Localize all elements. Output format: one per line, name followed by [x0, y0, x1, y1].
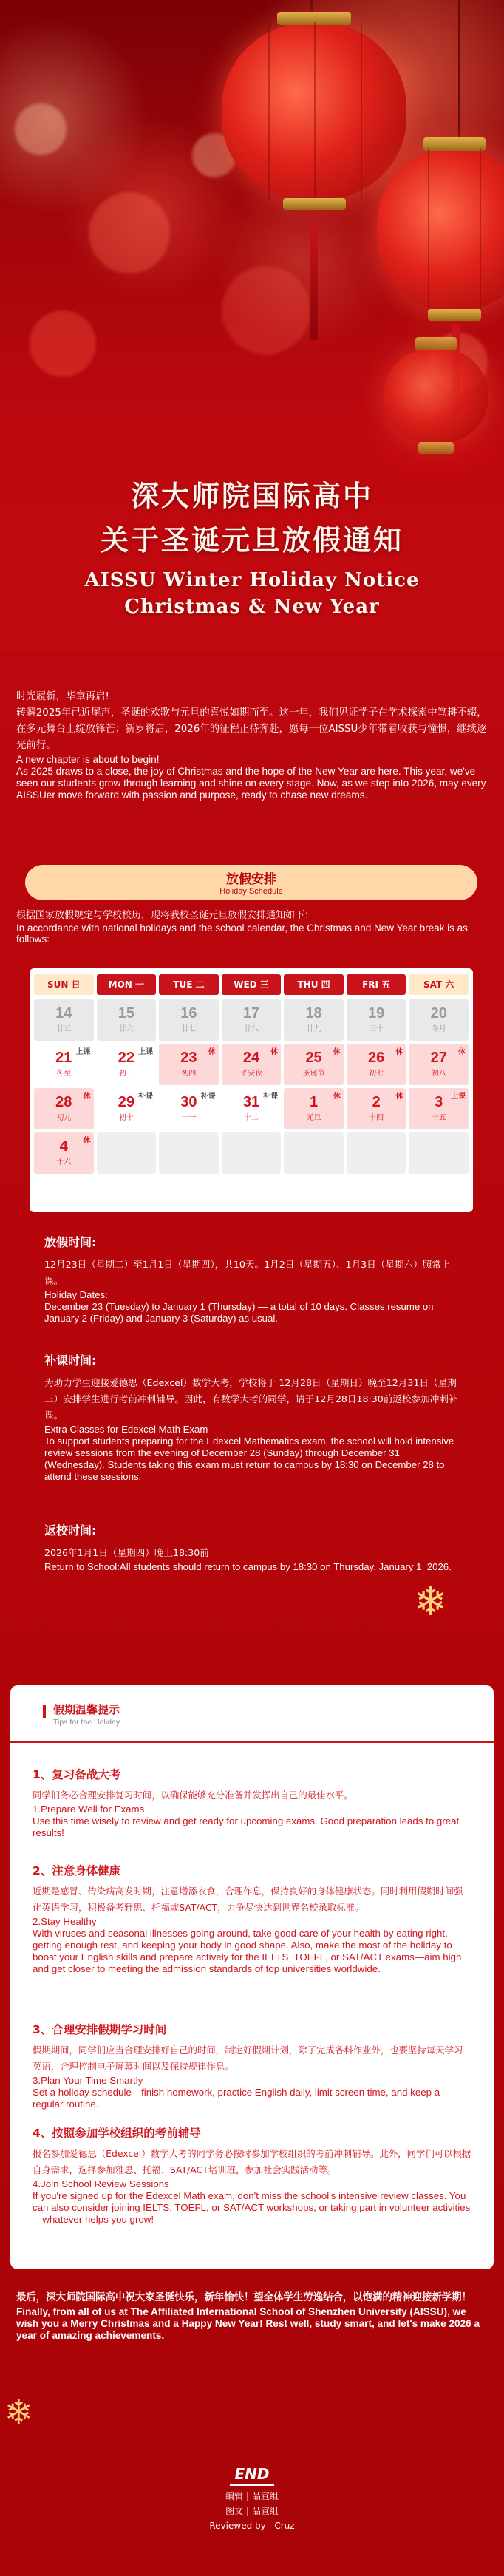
title-cn-line-1: 深大师院国际高中 [130, 479, 373, 512]
calendar-day-cell [97, 999, 157, 1041]
calendar-day-cell [159, 999, 219, 1041]
lunar-date: 初八 [431, 1070, 446, 1078]
calendar-day-cell [34, 1088, 94, 1129]
day-number: 29 [118, 1094, 134, 1110]
intro-en-paragraph: As 2025 draws to a close, the joy of Christmas and the hope of the New Year are here. This year, we've seen our students grow through learning and shine on every stage. Now, as we step into 2026, may every AISSUer move forward with passion and purpose, ready to chase new dreams. [16, 766, 486, 801]
tip-en: With viruses and seasonal illnesses going around, take good care of your health by eating right, getting enough rest, and keeping your body in good shape. Also, make the most of the holiday to boost your English skills and prepare actively for the IELTS, TOEFL, or SAT/ACT exams—aim high and get closer to meeting the admission standards of top universities worldwide. [33, 1928, 462, 1974]
day-number: 27 [430, 1050, 447, 1066]
title-en-line-2: Christmas & New Year [124, 596, 380, 618]
tip-en-title: 4.Join School Review Sessions [33, 2178, 169, 2189]
bokeh-light [15, 103, 67, 155]
title-en-line-1: AISSU Winter Holiday Notice [84, 569, 420, 591]
lunar-date: 廿八 [243, 1025, 259, 1033]
day-status-tag: 上课 [450, 1092, 466, 1101]
day-status-tag: 补课 [263, 1092, 279, 1101]
day-status-tag: 休 [333, 1048, 341, 1056]
extra-classes-heading: 补课时间: [44, 1353, 97, 1367]
tip-cn: 同学们务必合理安排复习时间，以确保能够充分准备并发挥出自己的最佳水平。 [33, 1790, 353, 1801]
lunar-date: 冬至 [56, 1070, 72, 1078]
day-status-tag: 休 [208, 1048, 216, 1056]
day-status-tag: 休 [457, 1048, 466, 1056]
lunar-date: 廿五 [56, 1025, 72, 1033]
footer [0, 2465, 504, 2533]
calendar-day-cell [97, 1088, 157, 1129]
holiday-dates-heading: 放假时间: [44, 1235, 97, 1249]
tassel-icon [310, 222, 318, 340]
day-number [159, 1132, 219, 1138]
calendar-day-cell [284, 1088, 344, 1129]
extra-classes-cn: 为助力学生迎接爱德思（Edexcel）数学大考，学校将于 12月28日（星期日）晚至12月31日（星期三）安排学生进行考前冲刺辅导。因此，有数学大考的同学，请于12月28日18:30前返校参加冲刺补课。 [44, 1377, 458, 1421]
calendar-day-cell [222, 1088, 282, 1129]
day-number [222, 1132, 282, 1138]
calendar-day-cell [284, 1044, 344, 1085]
day-status-tag: 休 [83, 1092, 91, 1101]
calendar-day-cell [284, 999, 344, 1041]
hero-banner [0, 0, 504, 650]
lunar-date: 初九 [56, 1114, 72, 1122]
tip-cn: 假期期间，同学们应当合理安排好自己的时间，制定好假期计划，除了完成各科作业外，也要坚持每天学习英语，合理控制电子屏幕时间以及保持规律作息。 [33, 2045, 463, 2072]
calendar-grid [34, 999, 469, 1174]
lunar-date: 廿九 [306, 1025, 321, 1033]
day-number: 2 [372, 1094, 381, 1110]
day-number: 24 [242, 1050, 260, 1066]
tip-en: Set a holiday schedule—finish homework, practice English daily, limit screen time, and keep a regular routine. [33, 2087, 440, 2110]
holiday-calendar [30, 968, 473, 1212]
day-number: 28 [55, 1094, 72, 1110]
calendar-day-cell [159, 1044, 219, 1085]
return-time-heading: 返校时间: [44, 1523, 97, 1537]
closing-en: Finally, from all of us at The Affiliated International School of Shenzhen University (AISSU), we wish you a Merry Christmas and a Happy New Year! Rest well, study smart, and let's make 2026 a year of amazing achievements. [16, 2306, 480, 2341]
holiday-dates-en: December 23 (Tuesday) to January 1 (Thursday) — a total of 10 days. Classes resume on January 2 (Friday) and January 3 (Saturday) as usual. [44, 1301, 434, 1324]
calendar-day-cell [97, 1044, 157, 1085]
calendar-day-cell [222, 1044, 282, 1085]
tips-header [10, 1685, 494, 1743]
calendar-day-cell [222, 999, 282, 1041]
weekday-mon: MON 一 [97, 974, 157, 995]
day-number: 3 [435, 1094, 443, 1110]
schedule-lead-cn: 根据国家放假规定与学校校历，现将我校圣诞元旦放假安排通知如下： [16, 910, 315, 921]
lunar-date: 冬月 [431, 1025, 446, 1033]
extra-classes-en: To support students preparing for the Edexcel Mathematics exam, the school will hold intensive review sessions from the evening of December 28 (Sunday) through December 31 (Wednesday). Students taking this exam must return to campus by 18:30 on December 28 to attend these sessions. [44, 1435, 454, 1482]
holiday-dates-section [44, 1234, 458, 1325]
return-time-en: Return to School:All students should return to campus by 18:30 on Thursday, January 1, 2026. [44, 1561, 452, 1572]
calendar-day-cell [159, 1088, 219, 1129]
title-cn-line-2: 关于圣诞元旦放假通知 [100, 523, 403, 557]
holiday-dates-en-title: Holiday Dates: [44, 1289, 108, 1300]
lunar-date: 平安夜 [239, 1070, 262, 1078]
calendar-day-cell [34, 1044, 94, 1085]
day-number: 15 [118, 1005, 134, 1022]
extra-classes-en-title: Extra Classes for Edexcel Math Exam [44, 1424, 208, 1435]
tip-en: If you're signed up for the Edexcel Math exam, don't miss the school's intensive review classes. You can also consider joining IELTS, TOEFL, or SAT/ACT workshops, or taking part in volunteer activities—whatever helps you grow! [33, 2190, 471, 2225]
day-status-tag: 休 [270, 1048, 279, 1056]
day-number: 17 [242, 1005, 260, 1022]
return-time-cn: 2026年1月1日（星期四）晚上18:30前 [44, 1547, 209, 1558]
day-number: 14 [55, 1005, 72, 1022]
tip-title: 4、按照参加学校组织的考前辅导 [33, 2127, 201, 2140]
tip-en-title: 3.Plan Your Time Smartly [33, 2075, 143, 2086]
tip-item [33, 2022, 471, 2110]
lunar-date: 十一 [181, 1114, 197, 1122]
day-status-tag: 休 [395, 1048, 403, 1056]
lunar-date: 圣诞节 [302, 1070, 325, 1078]
lantern-icon [377, 148, 504, 310]
lunar-date: 廿六 [118, 1025, 134, 1033]
holiday-tips-card [10, 1685, 494, 2269]
weekday-sat: SAT 六 [409, 974, 469, 995]
calendar-day-cell [347, 1044, 406, 1085]
lunar-date: 十二 [243, 1114, 259, 1122]
lunar-date: 十五 [431, 1114, 446, 1122]
tip-en-title: 1.Prepare Well for Exams [33, 1804, 145, 1815]
tip-en: Use this time wisely to review and get ready for upcoming exams. Good preparation leads to great results! [33, 1815, 460, 1838]
bokeh-light [222, 266, 310, 355]
lantern-string [458, 0, 460, 148]
intro-section [16, 689, 489, 801]
lunar-date: 初七 [369, 1070, 384, 1078]
holiday-dates-cn: 12月23日（星期二）至1月1日（星期四），共10天。1月2日（星期五）、1月3日（星期六）照常上课。 [44, 1259, 451, 1286]
footer-reviewed: Reviewed by | Cruz [209, 2521, 295, 2531]
day-number [284, 1132, 344, 1138]
day-number [409, 1132, 469, 1138]
bokeh-light [30, 310, 96, 377]
day-status-tag: 上课 [138, 1048, 154, 1056]
lunar-date: 初三 [118, 1070, 134, 1078]
calendar-day-cell [347, 1132, 406, 1174]
lantern-icon [384, 347, 488, 444]
closing-section [16, 2290, 489, 2342]
day-status-tag: 补课 [200, 1092, 216, 1101]
tip-item [33, 1863, 471, 1975]
intro-cn-line: 时光履新，华章再启! [16, 691, 109, 702]
tips-title-cn: 假期温馨提示 [53, 1703, 120, 1716]
day-number: 30 [180, 1094, 197, 1110]
day-number [347, 1132, 406, 1138]
calendar-day-cell [34, 1132, 94, 1174]
day-status-tag: 上课 [75, 1048, 91, 1056]
schedule-lead [16, 909, 489, 945]
day-status-tag: 休 [333, 1092, 341, 1101]
weekday-tue: TUE 二 [159, 974, 219, 995]
day-number: 23 [180, 1050, 197, 1066]
day-number: 1 [310, 1094, 319, 1110]
lunar-date: 十四 [369, 1114, 384, 1122]
lunar-date: 十六 [56, 1158, 72, 1166]
calendar-day-cell [409, 1132, 469, 1174]
calendar-day-cell [409, 1088, 469, 1129]
day-number: 18 [305, 1005, 322, 1022]
day-number: 26 [368, 1050, 385, 1066]
end-mark: END [230, 2465, 273, 2486]
day-number: 16 [180, 1005, 197, 1022]
day-status-tag: 休 [395, 1092, 403, 1101]
day-number: 19 [368, 1005, 385, 1022]
weekday-fri: FRI 五 [347, 974, 406, 995]
calendar-day-cell [159, 1132, 219, 1174]
tip-item [33, 2125, 471, 2226]
calendar-day-cell [34, 999, 94, 1041]
tip-en-title: 2.Stay Healthy [33, 1916, 97, 1927]
calendar-day-cell [347, 1088, 406, 1129]
day-number: 22 [118, 1050, 134, 1066]
lunar-date: 三十 [369, 1025, 384, 1033]
day-number: 25 [305, 1050, 322, 1066]
day-number [97, 1132, 157, 1138]
closing-cn: 最后，深大师院国际高中祝大家圣诞快乐，新年愉快！望全体学生劳逸结合，以饱满的精神迎接新学期！ [16, 2292, 471, 2303]
schedule-title-en: Holiday Schedule [219, 887, 283, 896]
lantern-icon [222, 22, 406, 200]
holiday-schedule-header [25, 865, 477, 900]
tip-cn: 报名参加爱德思（Edexcel）数学大考的同学务必按时参加学校组织的考前冲刺辅导。此外，同学们可以根据自身需求，选择参加雅思、托福、SAT/ACT培训班，参加社会实践活动等。 [33, 2148, 471, 2175]
lunar-date: 初十 [118, 1114, 134, 1122]
lunar-date: 廿七 [181, 1025, 197, 1033]
day-number: 31 [242, 1094, 260, 1110]
calendar-day-cell [97, 1132, 157, 1174]
calendar-day-cell [347, 999, 406, 1041]
tip-title: 3、合理安排假期学习时间 [33, 2023, 167, 2036]
calendar-day-cell [222, 1132, 282, 1174]
intro-en-line: A new chapter is about to begin! [16, 754, 160, 765]
lunar-date: 元旦 [306, 1114, 321, 1122]
bokeh-light [89, 192, 170, 273]
day-status-tag: 休 [83, 1137, 91, 1145]
return-time-section [44, 1523, 458, 1573]
calendar-day-cell [409, 999, 469, 1041]
weekday-wed: WED 三 [222, 974, 282, 995]
calendar-day-cell [409, 1044, 469, 1085]
tip-item [33, 1767, 471, 1839]
lunar-date: 初四 [181, 1070, 197, 1078]
extra-classes-section [44, 1353, 458, 1483]
footer-editor: 编辑 | 品宣组 [225, 2491, 279, 2501]
intro-cn-paragraph: 转瞬2025年已近尾声，圣诞的欢歌与元旦的喜悦如期而至。这一年，我们见证学子在学术探索中笃耕不辍，在多元舞台上绽放锋芒；新岁将启，2026年的征程正待奔赴，愿每一位AISSU少年带着收获与憧憬，继续逐光前行。 [16, 707, 487, 751]
footer-image-credit: 图文 | 品宣组 [225, 2506, 279, 2516]
day-number: 4 [59, 1138, 68, 1155]
snowflake-icon: ❄ [414, 1578, 448, 1625]
day-number: 20 [430, 1005, 447, 1022]
schedule-lead-en: In accordance with national holidays and the school calendar, the Christmas and New Year break is as follows: [16, 922, 468, 945]
snowflake-icon: ❄ [4, 2392, 33, 2432]
day-status-tag: 补课 [138, 1092, 154, 1101]
weekday-thu: THU 四 [284, 974, 344, 995]
tip-title: 2、注意身体健康 [33, 1864, 121, 1877]
weekday-sun: SUN 日 [34, 974, 94, 995]
calendar-day-cell [284, 1132, 344, 1174]
tips-header-accent [43, 1705, 46, 1718]
schedule-title-cn: 放假安排 [226, 872, 276, 887]
tip-cn: 近期是感冒、传染病高发时期，注意增添衣食，合理作息，保持良好的身体健康状态。同时利用假期时间强化英语学习，积极备考雅思、托福或SAT/ACT，力争尽快达到世界名校录取标准。 [33, 1886, 463, 1913]
tip-title: 1、复习备战大考 [33, 1768, 121, 1781]
day-number: 21 [55, 1050, 72, 1066]
tips-title-en: Tips for the Holiday [53, 1718, 120, 1727]
calendar-weekday-header [34, 974, 469, 995]
